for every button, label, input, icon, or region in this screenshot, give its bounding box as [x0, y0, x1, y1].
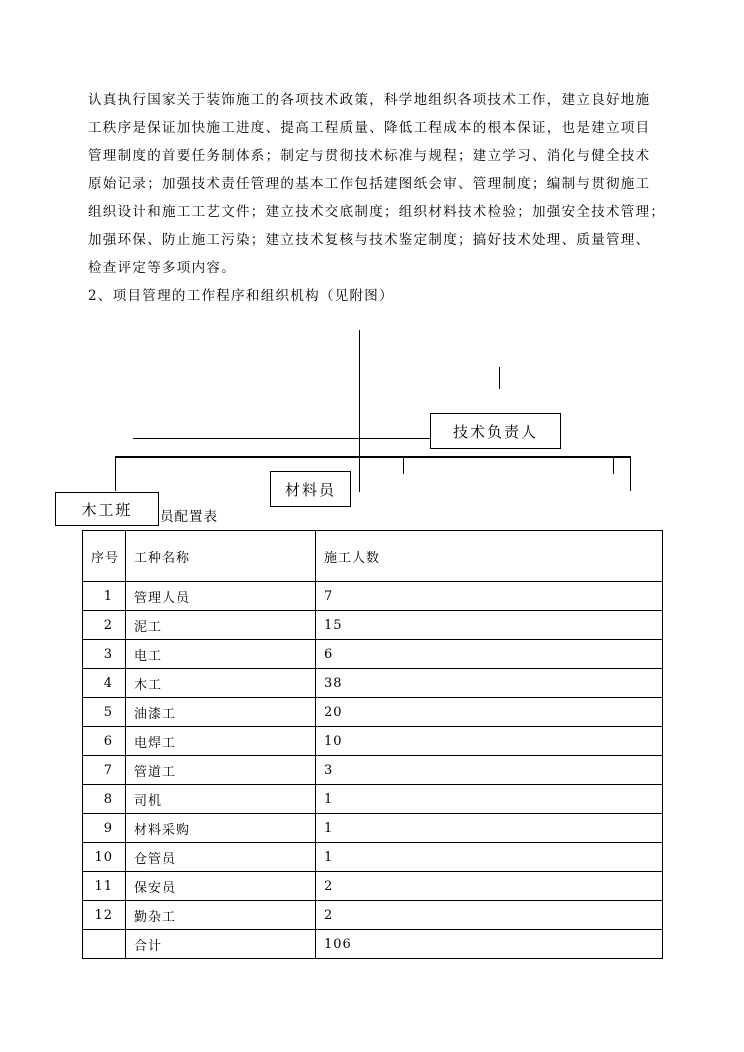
table-caption: 员配置表 [160, 509, 218, 525]
trade-name-cell: 电工 [126, 640, 316, 669]
trade-name-cell: 材料采购 [126, 814, 316, 843]
trade-name-cell: 油漆工 [126, 698, 316, 727]
row-index-cell: 11 [83, 872, 126, 901]
worker-count-cell: 1 [316, 814, 663, 843]
paragraph-line: 检查评定等多项内容。 [88, 260, 236, 276]
header-cell: 施工人数 [316, 531, 663, 582]
material-clerk-box: 材料员 [270, 471, 351, 507]
table-header-row [83, 531, 663, 582]
table-row [83, 727, 663, 756]
trade-name-cell: 勤杂工 [126, 901, 316, 930]
table-row [83, 843, 663, 872]
org-connector-line [115, 456, 631, 458]
trade-name-cell: 泥工 [126, 611, 316, 640]
table-row [83, 611, 663, 640]
header-cell: 工种名称 [126, 531, 316, 582]
row-index-cell: 7 [83, 756, 126, 785]
org-connector-line [499, 367, 500, 389]
table-row [83, 756, 663, 785]
trade-name-cell: 司机 [126, 785, 316, 814]
worker-count-cell: 38 [316, 669, 663, 698]
table-row [83, 582, 663, 611]
row-index-cell: 5 [83, 698, 126, 727]
org-connector-line [613, 456, 614, 474]
worker-count-cell: 1 [316, 843, 663, 872]
org-connector-line [115, 456, 116, 491]
org-connector-line [630, 456, 631, 491]
trade-name-cell: 木工 [126, 669, 316, 698]
worker-count-cell: 2 [316, 872, 663, 901]
staff-allocation-table [82, 530, 663, 959]
table-row [83, 901, 663, 930]
trade-name-cell: 电焊工 [126, 727, 316, 756]
header-cell: 序号 [83, 531, 126, 582]
row-index-cell: 9 [83, 814, 126, 843]
row-index-cell: 3 [83, 640, 126, 669]
trade-name-cell: 保安员 [126, 872, 316, 901]
worker-count-cell: 2 [316, 901, 663, 930]
worker-count-cell: 1 [316, 785, 663, 814]
worker-count-cell: 15 [316, 611, 663, 640]
trade-name-cell: 合计 [126, 930, 316, 959]
worker-count-cell: 6 [316, 640, 663, 669]
table-row [83, 669, 663, 698]
trade-name-cell: 管理人员 [126, 582, 316, 611]
org-connector-line [403, 456, 404, 474]
paragraph-line: 组织设计和施工工艺文件；建立技术交底制度；组织材料技术检验；加强安全技术管理； [88, 204, 666, 220]
worker-count-cell: 20 [316, 698, 663, 727]
trade-name-cell: 管道工 [126, 756, 316, 785]
paragraph-line: 管理制度的首要任务制体系；制定与贯彻技术标准与规程；建立学习、消化与健全技术 [88, 148, 651, 164]
worker-count-cell: 3 [316, 756, 663, 785]
org-connector-line [133, 438, 430, 439]
row-index-cell: 6 [83, 727, 126, 756]
row-index-cell: 12 [83, 901, 126, 930]
trade-name-cell: 仓管员 [126, 843, 316, 872]
row-index-cell: 2 [83, 611, 126, 640]
section-heading: 2、项目管理的工作程序和组织机构（见附图） [88, 288, 394, 304]
table-row [83, 930, 663, 959]
paragraph-line: 原始记录；加强技术责任管理的基本工作包括建图纸会审、管理制度；编制与贯彻施工 [88, 176, 651, 192]
carpentry-team-box: 木工班 [55, 492, 159, 526]
table-row [83, 698, 663, 727]
worker-count-cell: 7 [316, 582, 663, 611]
row-index-cell [83, 930, 126, 959]
org-connector-line [359, 330, 360, 492]
row-index-cell: 4 [83, 669, 126, 698]
table-row [83, 814, 663, 843]
worker-count-cell: 106 [316, 930, 663, 959]
worker-count-cell: 10 [316, 727, 663, 756]
table-row [83, 785, 663, 814]
row-index-cell: 1 [83, 582, 126, 611]
table-row [83, 640, 663, 669]
table-row [83, 872, 663, 901]
paragraph-line: 加强环保、防止施工污染；建立技术复核与技术鉴定制度；搞好技术处理、质量管理、 [88, 232, 651, 248]
tech-lead-box: 技术负责人 [430, 413, 561, 449]
paragraph-line: 认真执行国家关于装饰施工的各项技术政策，科学地组织各项技术工作，建立良好地施 [88, 92, 651, 108]
row-index-cell: 8 [83, 785, 126, 814]
paragraph-line: 工秩序是保证加快施工进度、提高工程质量、降低工程成本的根本保证，也是建立项目 [88, 120, 651, 136]
row-index-cell: 10 [83, 843, 126, 872]
